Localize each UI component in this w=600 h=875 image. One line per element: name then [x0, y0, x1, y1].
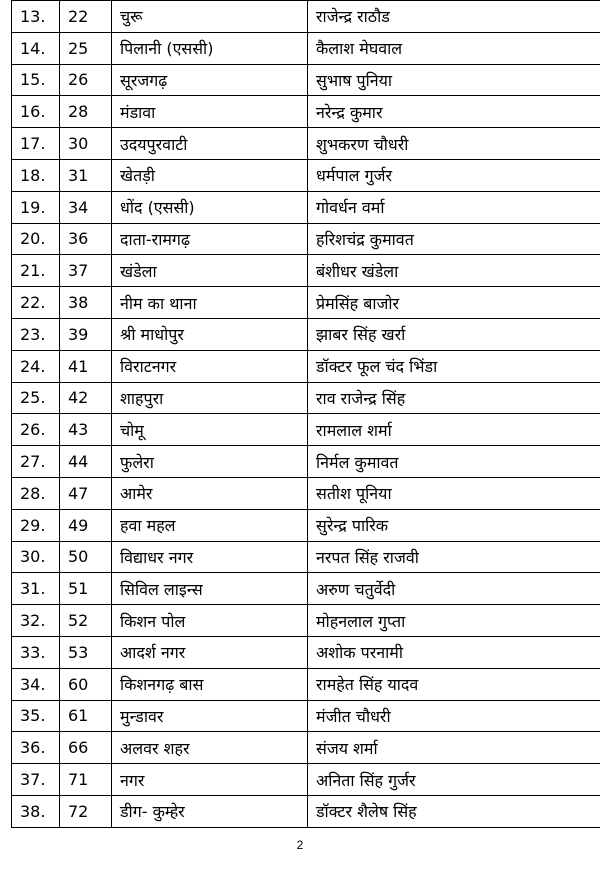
- constituency-number: 34: [60, 191, 112, 223]
- candidate-name: सतीश पूनिया: [308, 477, 600, 509]
- constituency-name: श्री माधोपुर: [112, 318, 308, 350]
- candidate-name: झाबर सिंह खर्रा: [308, 318, 600, 350]
- table-row: [12, 191, 600, 223]
- constituency-name: खेतड़ी: [112, 159, 308, 191]
- table-row: [12, 795, 600, 827]
- table-row: [12, 32, 600, 64]
- table-row: [12, 541, 600, 573]
- constituency-name: सूरजगढ़: [112, 64, 308, 96]
- constituency-number: 52: [60, 605, 112, 637]
- serial-number: 20.: [12, 223, 60, 255]
- candidate-name: मंजीत चौधरी: [308, 700, 600, 732]
- constituency-number: 38: [60, 287, 112, 319]
- constituency-number: 22: [60, 1, 112, 33]
- constituency-name: पिलानी (एससी): [112, 32, 308, 64]
- constituency-name: किशनगढ़ बास: [112, 668, 308, 700]
- table-row: [12, 128, 600, 160]
- serial-number: 32.: [12, 605, 60, 637]
- candidate-name: धर्मपाल गुर्जर: [308, 159, 600, 191]
- table-row: [12, 700, 600, 732]
- serial-number: 28.: [12, 477, 60, 509]
- constituency-number: 37: [60, 255, 112, 287]
- constituency-number: 30: [60, 128, 112, 160]
- serial-number: 27.: [12, 446, 60, 478]
- candidate-name: अरुण चतुर्वेदी: [308, 573, 600, 605]
- table-row: [12, 287, 600, 319]
- table-row: [12, 414, 600, 446]
- serial-number: 22.: [12, 287, 60, 319]
- serial-number: 19.: [12, 191, 60, 223]
- constituency-name: उदयपुरवाटी: [112, 128, 308, 160]
- candidate-name: रामहेत सिंह यादव: [308, 668, 600, 700]
- constituency-number: 50: [60, 541, 112, 573]
- candidate-name: नरेन्द्र कुमार: [308, 96, 600, 128]
- table-row: [12, 668, 600, 700]
- table-row: [12, 477, 600, 509]
- serial-number: 34.: [12, 668, 60, 700]
- table-row: [12, 573, 600, 605]
- candidate-name: डॉक्टर शैलेष सिंह: [308, 795, 600, 827]
- constituency-number: 53: [60, 636, 112, 668]
- table-row: [12, 159, 600, 191]
- constituency-name: किशन पोल: [112, 605, 308, 637]
- constituency-number: 61: [60, 700, 112, 732]
- constituency-name: डीग- कुम्हेर: [112, 795, 308, 827]
- constituency-name: चोमू: [112, 414, 308, 446]
- table-row: [12, 446, 600, 478]
- table-row: [12, 605, 600, 637]
- candidate-name: बंशीधर खंडेला: [308, 255, 600, 287]
- constituency-name: शाहपुरा: [112, 382, 308, 414]
- candidate-name: हरिशचंद्र कुमावत: [308, 223, 600, 255]
- candidate-table: [11, 0, 600, 828]
- constituency-number: 36: [60, 223, 112, 255]
- constituency-number: 39: [60, 318, 112, 350]
- candidate-table-body: [12, 1, 600, 828]
- constituency-name: आमेर: [112, 477, 308, 509]
- table-row: [12, 382, 600, 414]
- table-row: [12, 255, 600, 287]
- table-row: [12, 509, 600, 541]
- table-row: [12, 636, 600, 668]
- constituency-name: आदर्श नगर: [112, 636, 308, 668]
- serial-number: 16.: [12, 96, 60, 128]
- candidate-name: संजय शर्मा: [308, 732, 600, 764]
- constituency-number: 60: [60, 668, 112, 700]
- constituency-number: 31: [60, 159, 112, 191]
- constituency-number: 26: [60, 64, 112, 96]
- serial-number: 38.: [12, 795, 60, 827]
- constituency-number: 43: [60, 414, 112, 446]
- serial-number: 15.: [12, 64, 60, 96]
- constituency-name: नगर: [112, 764, 308, 796]
- constituency-name: नीम का थाना: [112, 287, 308, 319]
- candidate-name: प्रेमसिंह बाजोर: [308, 287, 600, 319]
- constituency-name: अलवर शहर: [112, 732, 308, 764]
- candidate-name: शुभकरण चौधरी: [308, 128, 600, 160]
- candidate-name: रामलाल शर्मा: [308, 414, 600, 446]
- constituency-name: चुरू: [112, 1, 308, 33]
- page-number: 2: [296, 838, 304, 852]
- serial-number: 29.: [12, 509, 60, 541]
- constituency-name: विद्याधर नगर: [112, 541, 308, 573]
- constituency-name: सिविल लाइन्स: [112, 573, 308, 605]
- candidate-name: राव राजेन्द्र सिंह: [308, 382, 600, 414]
- candidate-name: निर्मल कुमावत: [308, 446, 600, 478]
- constituency-number: 49: [60, 509, 112, 541]
- constituency-number: 66: [60, 732, 112, 764]
- candidate-name: नरपत सिंह राजवी: [308, 541, 600, 573]
- serial-number: 26.: [12, 414, 60, 446]
- serial-number: 14.: [12, 32, 60, 64]
- serial-number: 33.: [12, 636, 60, 668]
- constituency-name: फुलेरा: [112, 446, 308, 478]
- constituency-name: धोंद (एससी): [112, 191, 308, 223]
- table-row: [12, 732, 600, 764]
- serial-number: 36.: [12, 732, 60, 764]
- constituency-number: 51: [60, 573, 112, 605]
- serial-number: 25.: [12, 382, 60, 414]
- constituency-number: 41: [60, 350, 112, 382]
- serial-number: 17.: [12, 128, 60, 160]
- serial-number: 31.: [12, 573, 60, 605]
- constituency-number: 25: [60, 32, 112, 64]
- table-row: [12, 223, 600, 255]
- serial-number: 35.: [12, 700, 60, 732]
- candidate-name: सुरेन्द्र पारिक: [308, 509, 600, 541]
- table-row: [12, 350, 600, 382]
- serial-number: 23.: [12, 318, 60, 350]
- table-row: [12, 64, 600, 96]
- constituency-name: मुन्डावर: [112, 700, 308, 732]
- serial-number: 13.: [12, 1, 60, 33]
- table-row: [12, 318, 600, 350]
- constituency-name: विराटनगर: [112, 350, 308, 382]
- candidate-name: राजेन्द्र राठौड: [308, 1, 600, 33]
- constituency-name: हवा महल: [112, 509, 308, 541]
- constituency-number: 71: [60, 764, 112, 796]
- candidate-name: अशोक परनामी: [308, 636, 600, 668]
- serial-number: 30.: [12, 541, 60, 573]
- candidate-name: अनिता सिंह गुर्जर: [308, 764, 600, 796]
- candidate-name: कैलाश मेघवाल: [308, 32, 600, 64]
- table-row: [12, 764, 600, 796]
- constituency-number: 72: [60, 795, 112, 827]
- constituency-number: 47: [60, 477, 112, 509]
- serial-number: 24.: [12, 350, 60, 382]
- candidate-name: डॉक्टर फूल चंद भिंडा: [308, 350, 600, 382]
- candidate-name: मोहनलाल गुप्ता: [308, 605, 600, 637]
- serial-number: 18.: [12, 159, 60, 191]
- constituency-number: 42: [60, 382, 112, 414]
- constituency-number: 28: [60, 96, 112, 128]
- table-row: [12, 96, 600, 128]
- constituency-number: 44: [60, 446, 112, 478]
- candidate-name: सुभाष पुनिया: [308, 64, 600, 96]
- constituency-name: दाता-रामगढ़: [112, 223, 308, 255]
- table-row: [12, 1, 600, 33]
- candidate-name: गोवर्धन वर्मा: [308, 191, 600, 223]
- constituency-name: मंडावा: [112, 96, 308, 128]
- constituency-name: खंडेला: [112, 255, 308, 287]
- serial-number: 21.: [12, 255, 60, 287]
- serial-number: 37.: [12, 764, 60, 796]
